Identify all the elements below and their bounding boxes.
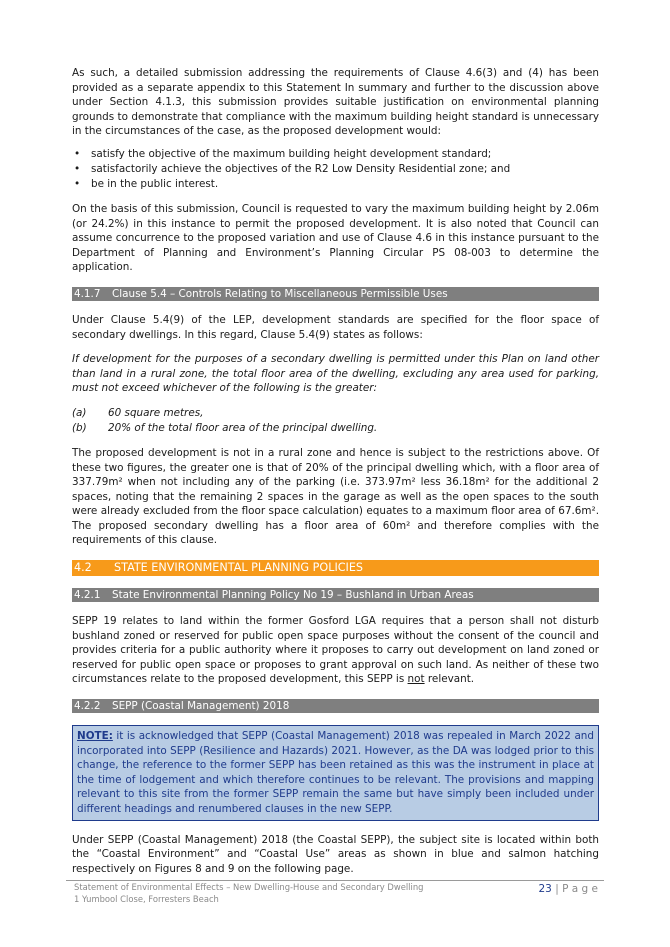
page-footer xyxy=(66,880,604,905)
list-item: • satisfactorily achieve the objectives of the R2 Low Density Residential zone; and xyxy=(74,162,511,175)
note-label: NOTE: xyxy=(77,730,113,743)
section-number: 4.2.2 xyxy=(74,700,101,713)
list-item: (a) 60 square metres, xyxy=(72,406,204,419)
bullet-icon: • xyxy=(74,177,81,190)
section-title: Clause 5.4 – Controls Relating to Miscellaneous Permissible Uses xyxy=(112,287,448,300)
section-number: 4.1.7 xyxy=(74,287,101,300)
footer-title: Statement of Environmental Effects – New Dwelling-House and Secondary Dwelling xyxy=(74,882,424,892)
heading-4-1-7 xyxy=(72,287,599,301)
page-body xyxy=(72,66,599,876)
section-number: 4.2.1 xyxy=(74,589,101,602)
section-number: 4.2 xyxy=(74,561,92,575)
heading-4-2 xyxy=(72,560,599,576)
request-paragraph: On the basis of this submission, Council is requested to vary the maximum building height by 2.06m (or 24.2%) in this instance to permit the proposed development. It is also noted that Council can assume concurrence to the proposed variation and use of Clause 4.6 in this instance pursuant to the Department of Planning and Environment’s Planning Circular PS 08-003 to determine the application. xyxy=(72,202,599,274)
objectives-list xyxy=(72,147,599,192)
footer-address: 1 Yumbool Close, Forresters Beach xyxy=(74,894,219,904)
clause-intro-paragraph: Under Clause 5.4(9) of the LEP, development standards are specified for the floor space of secondary dwellings. In this regard, Clause 5.4(9) states as follows: xyxy=(72,313,599,341)
coastal-sepp-paragraph: Under SEPP (Coastal Management) 2018 (the Coastal SEPP), the subject site is located within both the “Coastal Environment” and “Coastal Use” areas as shown in blue and salmon hatching respectively on Figures 8 and 9 on the following page. xyxy=(72,833,599,875)
intro-paragraph: As such, a detailed submission addressing the requirements of Clause 4.6(3) and (4) has been provided as a separate appendix to this Statement In summary and further to the discussion above under Section 4.1.3, this submission provides suitable justification on environmental planning grounds to demonstrate that compliance with the maximum building height standard is unnecessary in the circumstances of the case, as the proposed development would: xyxy=(72,67,599,138)
bullet-icon: • xyxy=(74,162,81,175)
note-text: NOTE: it is acknowledged that SEPP (Coastal Management) 2018 was repealed in March 2022 and incorporated into SEPP (Resilience and Hazards) 2021. However, as the DA was lodged prior to this change, the reference to the former SEPP has been retained as this was the instrument in place at the time of lodgement and which therefore continues to be relevant. The provisions and mapping relevant to this site from the former SEPP remain the same but have simply been included under different headings and renumbered clauses in the new SEPP. xyxy=(77,730,594,815)
section-title: STATE ENVIRONMENTAL PLANNING POLICIES xyxy=(114,561,364,575)
note-box xyxy=(72,725,599,821)
list-item: (b) 20% of the total floor area of the principal dwelling. xyxy=(72,421,378,434)
list-item: • be in the public interest. xyxy=(74,177,219,190)
section-title: State Environmental Planning Policy No 19 – Bushland in Urban Areas xyxy=(112,589,474,602)
list-item: • satisfy the objective of the maximum building height development standard; xyxy=(74,147,492,160)
clause-items xyxy=(72,406,599,436)
floor-area-paragraph: The proposed development is not in a rural zone and hence is subject to the restrictions above. Of these two figures, the greater one is that of 20% of the principal dwelling which, with a floor area of 337.79m² when not including any of the parking (i.e. 373.97m² less 36.18m² for the additional 2 spaces, noting that the remaining 2 spaces in the garage as well as the open spaces to the south were already excluded from the floor space calculation) equates to a maximum floor area of 67.6m². The proposed secondary dwelling has a floor area of 60m² and therefore complies with the requirements of this clause. xyxy=(72,446,599,547)
heading-4-2-1 xyxy=(72,588,599,602)
clause-quote: If development for the purposes of a secondary dwelling is permitted under this Plan on land other than land in a rural zone, the total floor area of the dwelling, excluding any area used for parking, must not exceed whichever of the following is the greater: xyxy=(72,353,599,395)
bullet-icon: • xyxy=(74,147,81,160)
heading-4-2-2 xyxy=(72,699,599,713)
page-number: 23 | P a g e xyxy=(538,883,598,895)
section-title: SEPP (Coastal Management) 2018 xyxy=(112,700,290,713)
sepp19-paragraph: SEPP 19 relates to land within the former Gosford LGA requires that a person shall not disturb bushland zoned or reserved for public open space purposes without the consent of the council and provides criteria for a public authority where it proposes to carry out development on land zoned or reserved for public open space or proposes to grant approval on such land. As neither of these two circumstances relate to the proposed development, this SEPP is not relevant. xyxy=(72,615,599,686)
